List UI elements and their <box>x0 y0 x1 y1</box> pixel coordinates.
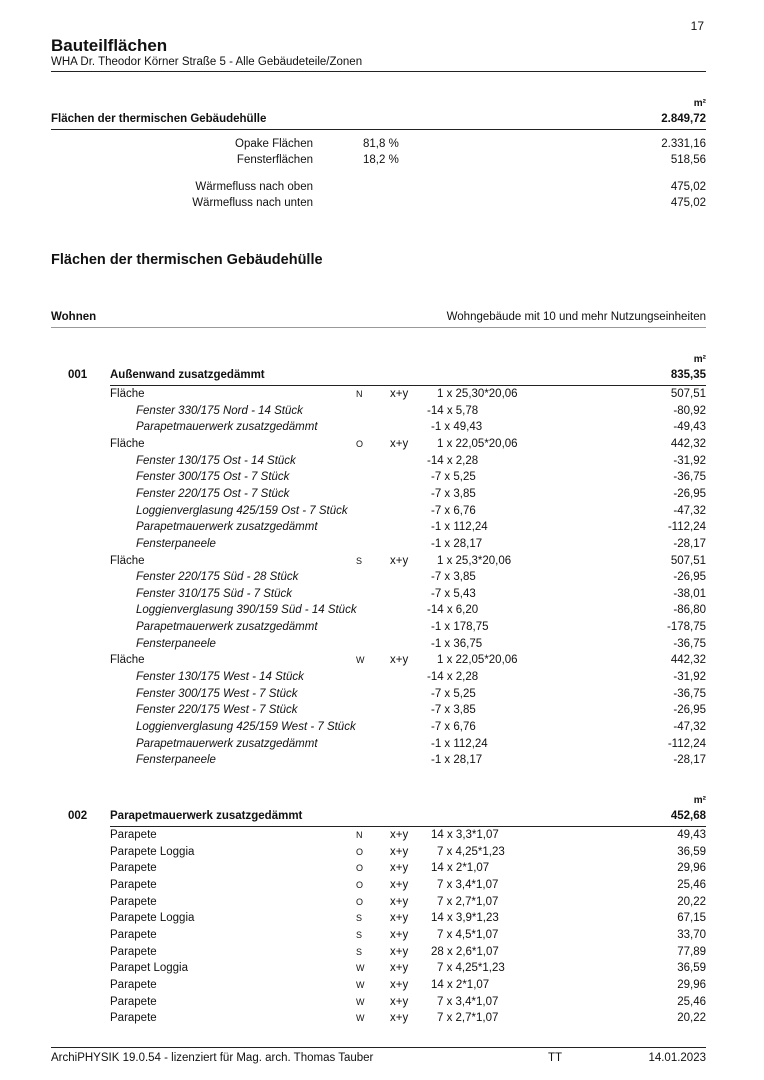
row-value: 507,51 <box>670 554 706 567</box>
row-value: -28,17 <box>673 537 706 550</box>
row-formula: -14 x 2,28 <box>427 671 479 684</box>
row-formula: 7 x 4,5*1,07 <box>437 928 499 941</box>
row-value: -36,75 <box>673 471 706 484</box>
row-formula: 1 x 22,05*20,06 <box>437 437 518 450</box>
group-name: Parapetmauerwerk zusatzgedämmt <box>110 810 303 822</box>
row-label: Fenster 330/175 Nord - 14 Stück <box>136 404 303 417</box>
row-label: Fenster 130/175 West - 14 Stück <box>136 671 304 684</box>
row-value: 20,22 <box>677 895 706 908</box>
row-value: -36,75 <box>673 637 706 650</box>
row-value: -36,75 <box>673 687 706 700</box>
row-direction: W <box>356 963 365 974</box>
row-value: -28,17 <box>673 754 706 767</box>
row-direction: S <box>356 555 363 566</box>
row-value: -80,92 <box>673 404 706 417</box>
row-operation: x+y <box>390 388 409 400</box>
zone-name: Wohnen <box>51 311 97 323</box>
group-total: 835,35 <box>670 369 706 381</box>
row-value: 67,15 <box>677 912 706 925</box>
row-formula: -7 x 3,85 <box>431 487 476 500</box>
row-direction: S <box>356 913 363 924</box>
row-label: Parapete <box>110 1012 157 1025</box>
row-label: Fenster 310/175 Süd - 7 Stück <box>136 587 292 600</box>
row-formula: 7 x 3,4*1,07 <box>437 995 499 1008</box>
row-formula: 7 x 2,7*1,07 <box>437 1012 499 1025</box>
row-label: Fenster 130/175 Ost - 14 Stück <box>136 454 296 467</box>
row-formula: 7 x 2,7*1,07 <box>437 895 499 908</box>
row-value: -38,01 <box>673 587 706 600</box>
zone-rule <box>51 327 706 328</box>
row-value: -112,24 <box>667 521 706 534</box>
row-formula: -1 x 112,24 <box>431 737 488 750</box>
summary-row-label: Fensterflächen <box>236 154 313 166</box>
footer-date: 14.01.2023 <box>648 1052 706 1064</box>
summary-row-value: 2.331,16 <box>661 138 706 150</box>
row-operation: x+y <box>390 928 409 941</box>
row-direction: W <box>356 996 365 1007</box>
row-formula: -7 x 5,43 <box>431 587 476 600</box>
row-label: Fenster 220/175 Süd - 28 Stück <box>136 571 299 584</box>
row-direction: O <box>356 846 364 857</box>
row-formula: 14 x 2*1,07 <box>431 978 490 991</box>
row-label: Parapete <box>110 978 157 991</box>
summary-row-label: Opake Flächen <box>235 138 313 150</box>
row-value: -26,95 <box>673 704 706 717</box>
row-formula: -7 x 5,25 <box>431 687 476 700</box>
page-subtitle: WHA Dr. Theodor Körner Straße 5 - Alle Gebäudeteile/Zonen <box>51 56 363 68</box>
group-unit: m² <box>693 354 706 365</box>
row-value: -26,95 <box>673 487 706 500</box>
footer-initials: TT <box>548 1052 563 1064</box>
row-label: Parapete <box>110 995 157 1008</box>
summary-row-value: 475,02 <box>670 181 706 193</box>
group-total: 452,68 <box>670 810 706 822</box>
group-code: 001 <box>68 369 88 381</box>
row-formula: 28 x 2,6*1,07 <box>431 945 499 958</box>
row-direction: W <box>356 655 365 666</box>
group-unit: m² <box>693 795 706 806</box>
row-label: Fenster 220/175 West - 7 Stück <box>136 704 298 717</box>
row-operation: x+y <box>390 962 409 975</box>
row-operation: x+y <box>390 862 409 875</box>
row-label: Parapete <box>110 928 157 941</box>
row-operation: x+y <box>390 912 409 925</box>
row-formula: -7 x 6,76 <box>431 721 476 733</box>
footer-rule <box>51 1047 706 1048</box>
row-formula: -1 x 28,17 <box>431 537 483 550</box>
row-formula: -7 x 3,85 <box>431 571 476 584</box>
row-formula: 1 x 25,3*20,06 <box>437 554 512 567</box>
row-operation: x+y <box>390 878 409 891</box>
row-label: Parapete <box>110 895 157 908</box>
row-formula: 1 x 22,05*20,06 <box>437 654 518 667</box>
row-formula: -1 x 112,24 <box>431 521 488 534</box>
row-value: -31,92 <box>673 671 706 684</box>
row-value: 33,70 <box>677 928 706 941</box>
row-formula: -1 x 36,75 <box>431 637 483 650</box>
row-value: 442,32 <box>670 437 706 450</box>
row-formula: -1 x 28,17 <box>431 754 483 767</box>
row-label: Parapete <box>110 829 157 841</box>
row-value: 29,96 <box>677 862 706 875</box>
row-value: 36,59 <box>677 962 706 975</box>
row-formula: 7 x 3,4*1,07 <box>437 878 499 891</box>
row-formula: -1 x 178,75 <box>431 621 489 634</box>
row-value: 29,96 <box>677 978 706 991</box>
row-label: Parapetmauerwerk zusatzgedämmt <box>136 521 318 534</box>
row-label: Parapete Loggia <box>110 845 195 858</box>
row-label: Parapetmauerwerk zusatzgedämmt <box>136 421 318 434</box>
row-label: Parapetmauerwerk zusatzgedämmt <box>136 621 318 634</box>
row-label: Fensterpaneele <box>136 754 216 767</box>
row-operation: x+y <box>390 1012 409 1025</box>
row-label: Fensterpaneele <box>136 637 216 650</box>
row-value: 49,43 <box>677 829 706 841</box>
row-direction: N <box>356 389 363 399</box>
row-label: Fläche <box>110 554 145 567</box>
row-value: -47,32 <box>673 504 706 517</box>
row-value: 20,22 <box>677 1012 706 1025</box>
row-label: Fenster 220/175 Ost - 7 Stück <box>136 487 290 500</box>
row-formula: -14 x 6,20 <box>427 604 479 617</box>
row-direction: O <box>356 896 364 907</box>
row-value: 25,46 <box>677 878 706 891</box>
row-label: Parapete <box>110 862 157 875</box>
row-formula: 7 x 4,25*1,23 <box>437 845 505 858</box>
row-value: 36,59 <box>677 845 706 858</box>
row-value: 507,51 <box>670 388 706 400</box>
summary-row-percent: 81,8 % <box>363 138 399 150</box>
row-value: -26,95 <box>673 571 706 584</box>
row-label: Loggienverglasung 425/159 West - 7 Stück <box>136 721 356 733</box>
group-code: 002 <box>68 810 88 822</box>
row-formula: 7 x 4,25*1,23 <box>437 962 505 975</box>
row-formula: 14 x 3,3*1,07 <box>431 829 499 841</box>
row-label: Fensterpaneele <box>136 537 216 550</box>
page-number: 17 <box>690 19 704 33</box>
footer-software: ArchiPHYSIK 19.0.54 - lizenziert für Mag. arch. Thomas Tauber <box>51 1052 374 1064</box>
zone-description: Wohngebäude mit 10 und mehr Nutzungseinheiten <box>446 311 706 323</box>
row-value: -31,92 <box>673 454 706 467</box>
summary-row-percent: 18,2 % <box>363 154 399 166</box>
row-formula: 14 x 3,9*1,23 <box>431 912 499 925</box>
summary-title: Flächen der thermischen Gebäudehülle <box>51 113 267 125</box>
row-operation: x+y <box>390 845 409 858</box>
row-formula: 14 x 2*1,07 <box>431 862 490 875</box>
row-label: Parapet Loggia <box>110 962 189 975</box>
summary-row-label: Wärmefluss nach oben <box>195 181 313 193</box>
row-direction: O <box>356 863 364 874</box>
row-direction: W <box>356 979 365 990</box>
row-label: Parapete <box>110 878 157 891</box>
summary-rule <box>51 129 706 130</box>
row-formula: -14 x 5,78 <box>427 404 479 417</box>
summary-row-value: 475,02 <box>670 197 706 209</box>
row-direction: O <box>356 879 364 890</box>
row-operation: x+y <box>390 995 409 1008</box>
row-label: Fenster 300/175 Ost - 7 Stück <box>136 471 290 484</box>
row-direction: W <box>356 1013 365 1024</box>
row-value: -112,24 <box>667 737 706 750</box>
row-operation: x+y <box>390 654 409 667</box>
row-formula: 1 x 25,30*20,06 <box>437 388 518 400</box>
row-operation: x+y <box>390 978 409 991</box>
row-label: Parapetmauerwerk zusatzgedämmt <box>136 737 318 750</box>
summary-row-label: Wärmefluss nach unten <box>192 197 313 209</box>
summary-row-value: 518,56 <box>670 154 706 166</box>
summary-unit: m² <box>693 98 706 109</box>
section-title: Flächen der thermischen Gebäudehülle <box>51 252 323 268</box>
row-operation: x+y <box>390 945 409 958</box>
group-name: Außenwand zusatzgedämmt <box>110 369 265 381</box>
row-label: Parapete <box>110 945 157 958</box>
row-direction: S <box>356 929 363 940</box>
row-value: 77,89 <box>677 945 706 958</box>
row-operation: x+y <box>390 895 409 908</box>
row-direction: O <box>356 438 364 449</box>
row-value: -86,80 <box>673 604 706 617</box>
row-value: -47,32 <box>673 721 706 733</box>
row-operation: x+y <box>390 554 409 567</box>
row-formula: -7 x 6,76 <box>431 504 476 517</box>
row-label: Fenster 300/175 West - 7 Stück <box>136 687 298 700</box>
row-label: Fläche <box>110 654 145 667</box>
row-value: -49,43 <box>673 421 706 434</box>
row-formula: -7 x 3,85 <box>431 704 476 717</box>
row-direction: N <box>356 830 363 840</box>
row-label: Fläche <box>110 388 145 400</box>
row-direction: S <box>356 946 363 957</box>
summary-total: 2.849,72 <box>661 113 706 125</box>
row-operation: x+y <box>390 437 409 450</box>
group-rule <box>110 385 706 386</box>
row-label: Loggienverglasung 425/159 Ost - 7 Stück <box>136 504 348 517</box>
row-label: Parapete Loggia <box>110 912 195 925</box>
header-rule <box>51 71 706 72</box>
row-formula: -7 x 5,25 <box>431 471 476 484</box>
row-value: -178,75 <box>666 621 706 634</box>
page-title: Bauteilflächen <box>51 36 168 55</box>
group-rule <box>110 826 706 827</box>
row-operation: x+y <box>390 829 409 841</box>
row-label: Fläche <box>110 437 145 450</box>
row-formula: -1 x 49,43 <box>431 421 483 434</box>
row-formula: -14 x 2,28 <box>427 454 479 467</box>
row-value: 25,46 <box>677 995 706 1008</box>
row-label: Loggienverglasung 390/159 Süd - 14 Stück <box>136 604 357 617</box>
row-value: 442,32 <box>670 654 706 667</box>
